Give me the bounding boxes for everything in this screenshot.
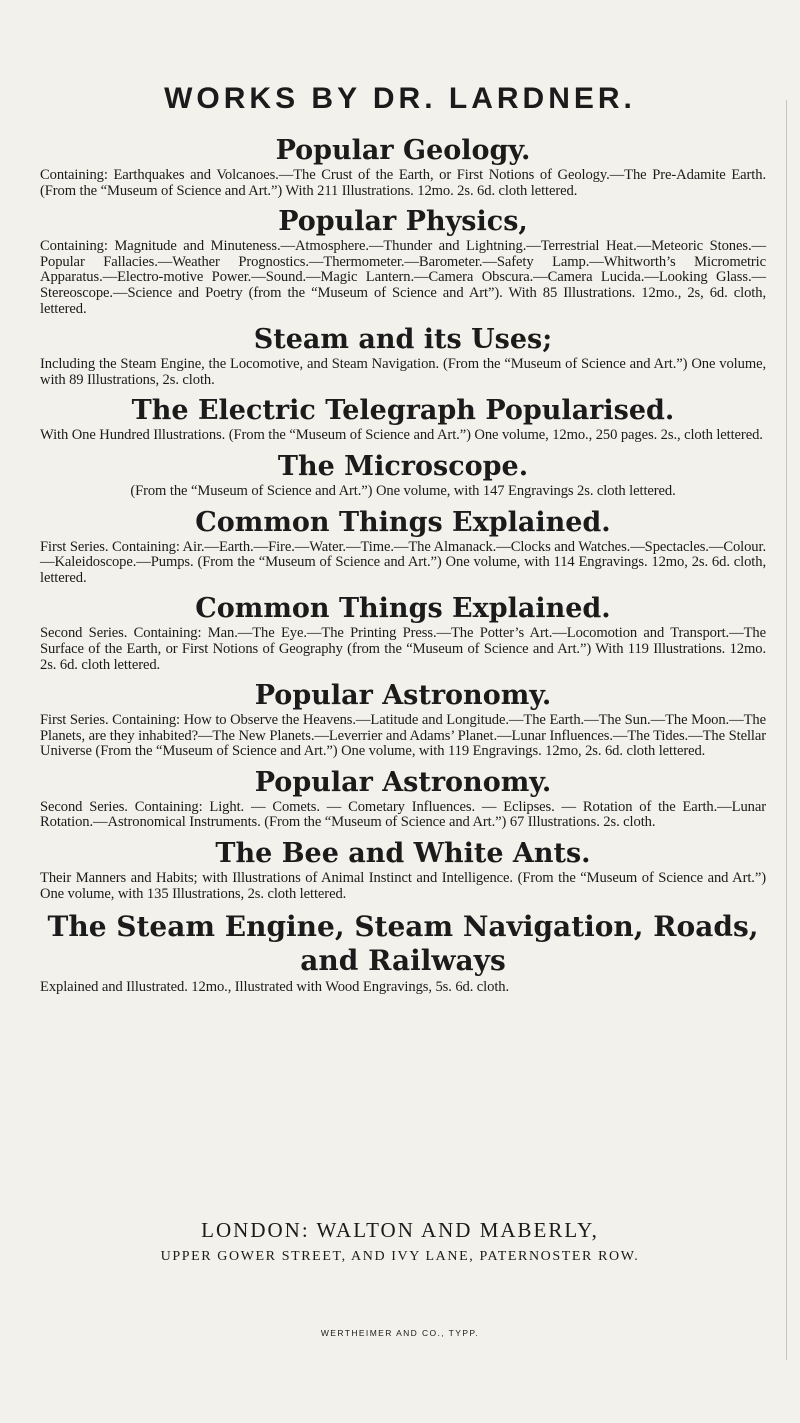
book-description: Their Manners and Habits; with Illustrations of Animal Instinct and Intelligence. (From the “Museum of Science and Art.”) One volume, with 135 Illustrations, 2s. cloth lettered. bbox=[40, 870, 766, 902]
book-title: The Steam Engine, Steam Navigation, Roads, and Railways bbox=[47, 910, 759, 978]
page-edge-rule bbox=[786, 100, 787, 1360]
book-entry-popular-astronomy-2 bbox=[40, 768, 766, 831]
book-description: First Series. Containing: Air.—Earth.—Fire.—Water.—Time.—The Almanack.—Clocks and Watches.—Spectacles.—Colour.—Kaleidoscope.—Pumps. (From the “Museum of Science and Art.”) One volume, with 114 Engravings. 12mo, 2s. 6d. cloth, lettered. bbox=[40, 538, 766, 586]
book-description: Containing: Magnitude and Minuteness.—Atmosphere.—Thunder and Lightning.—Terrestrial Heat.—Meteoric Stones.—Popular Fallacies.—Weather Prognostics.—Thermometer.—Barometer.—Safety Lamp.—Whitworth’s Micrometric Apparatus.—Electro-motive Power.—Sound.—Magic Lantern.—Camera Obscura.—Camera Lucida.—Looking Glass.—Stereoscope.—Science and Poetry (from the “Museum of Science and Art”). With 85 Illustrations. 12mo., 2s, 6d. cloth, lettered. bbox=[40, 238, 766, 317]
book-entry-common-things-1 bbox=[40, 508, 766, 587]
book-description: First Series. Containing: How to Observe the Heavens.—Latitude and Longitude.—The Earth.—The Sun.—The Moon.—The Planets, are they inhabited?—The New Planets.—Leverrier and Adams’ Planet.—Lunar Influences.—The Tides.—The Stellar Universe (From the “Museum of Science and Art.”) One volume, with 119 Engravings. 12mo, 2s. 6d. cloth lettered. bbox=[40, 712, 766, 760]
book-title: The Microscope. bbox=[277, 450, 529, 482]
book-entry-popular-physics bbox=[40, 207, 766, 317]
book-title: Popular Astronomy. bbox=[254, 680, 552, 712]
book-description: Second Series. Containing: Man.—The Eye.—The Printing Press.—The Potter’s Art.—Locomotion and Transport.—The Surface of the Earth, or First Notions of Geography (from the “Museum of Science and Art.”) With 119 Illustrations. 12mo. 2s. 6d. cloth lettered. bbox=[40, 625, 766, 673]
book-entry-steam-uses bbox=[40, 325, 766, 388]
book-title: Common Things Explained. bbox=[195, 593, 611, 625]
book-entry-steam-engine bbox=[40, 910, 766, 996]
book-entry-bee-white-ants bbox=[40, 839, 766, 902]
book-title: Common Things Explained. bbox=[195, 506, 611, 538]
book-entry-popular-astronomy-1 bbox=[40, 681, 766, 760]
book-description: Including the Steam Engine, the Locomotive, and Steam Navigation. (From the “Museum of Science and Art.”) One volume, with 89 Illustrations, 2s. cloth. bbox=[40, 356, 766, 388]
book-entry-electric-telegraph bbox=[40, 396, 766, 444]
book-entry-popular-geology bbox=[40, 136, 766, 199]
book-title: The Electric Telegraph Popularised. bbox=[131, 395, 675, 427]
publisher-address: UPPER GOWER STREET, AND IVY LANE, PATERNOSTER ROW. bbox=[160, 1249, 640, 1264]
book-description: Explained and Illustrated. 12mo., Illustrated with Wood Engravings, 5s. 6d. cloth. bbox=[40, 979, 510, 996]
book-title: The Bee and White Ants. bbox=[215, 838, 591, 870]
book-description: (From the “Museum of Science and Art.”) One volume, with 147 Engravings 2s. cloth lettered. bbox=[130, 482, 676, 499]
publisher-name: LONDON: WALTON AND MABERLY, bbox=[201, 1218, 599, 1242]
printer-credit: WERTHEIMER AND CO., TYPP. bbox=[320, 1328, 480, 1338]
book-description: With One Hundred Illustrations. (From the “Museum of Science and Art.”) One volume, 12mo., 250 pages. 2s., cloth lettered. bbox=[40, 427, 763, 444]
book-title: Steam and its Uses; bbox=[253, 324, 553, 356]
book-entry-microscope bbox=[40, 452, 766, 500]
book-title: Popular Astronomy. bbox=[254, 766, 552, 798]
book-title: Popular Geology. bbox=[275, 135, 531, 166]
book-list bbox=[40, 136, 766, 996]
page-header: WORKS BY DR. LARDNER. bbox=[164, 82, 636, 115]
book-description: Containing: Earthquakes and Volcanoes.—The Crust of the Earth, or First Notions of Geology.—The Pre-Adamite Earth. (From the “Museum of Science and Art.”) With 211 Illustrations. 12mo. 2s. 6d. cloth lettered. bbox=[40, 167, 766, 199]
publisher-imprint bbox=[0, 1218, 800, 1265]
book-description: Second Series. Containing: Light. — Comets. — Cometary Influences. — Eclipses. — Rotation of the Earth.—Lunar Rotation.—Astronomical Instruments. (From the “Museum of Science and Art.”) 67 Illustrations. 2s. cloth. bbox=[40, 798, 766, 831]
book-title: Popular Physics, bbox=[278, 206, 528, 238]
book-entry-common-things-2 bbox=[40, 594, 766, 673]
